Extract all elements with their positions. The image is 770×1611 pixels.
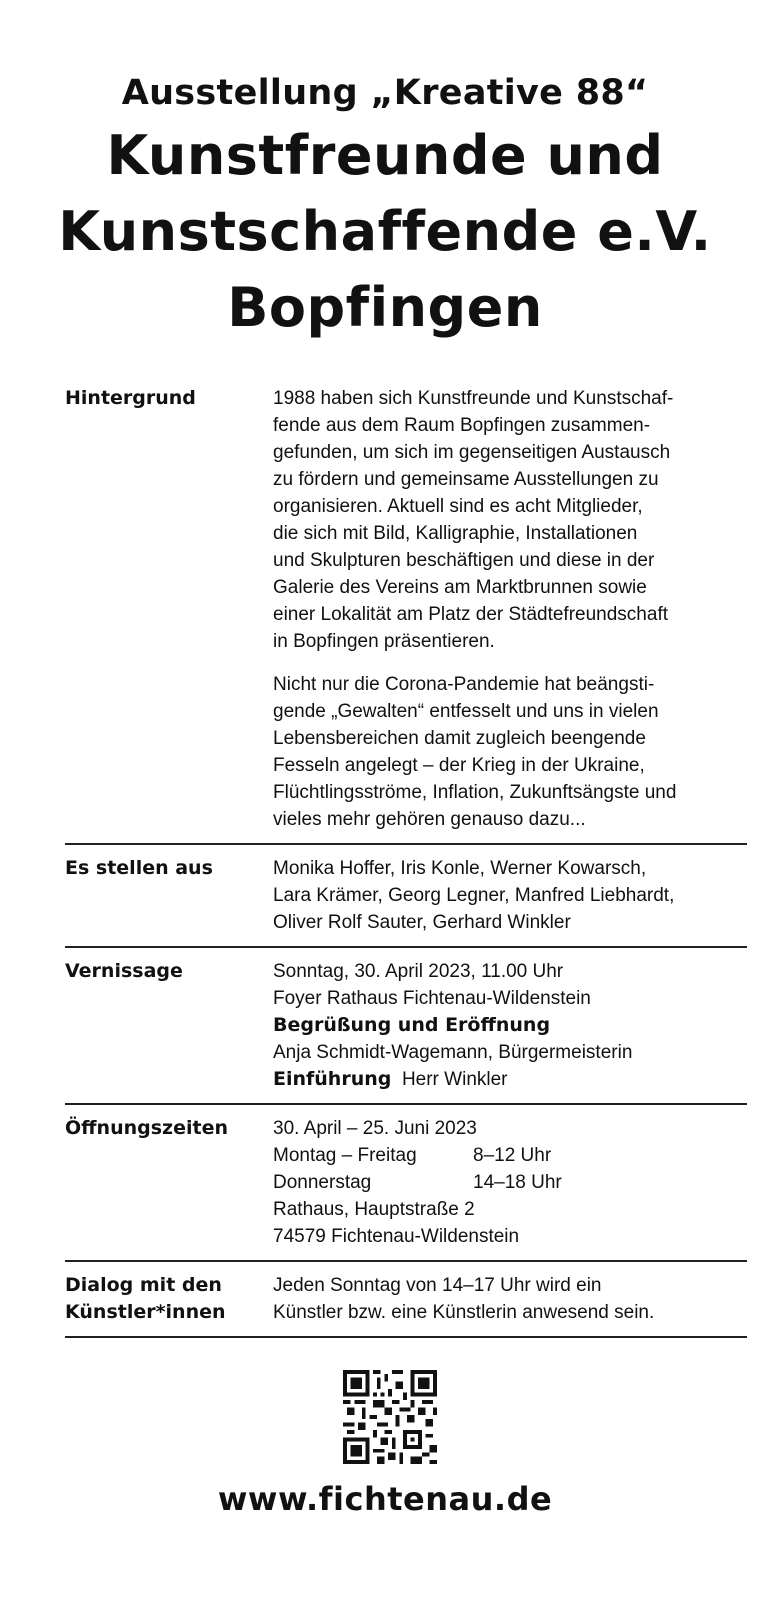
text-line: 1988 haben sich Kunstfreunde und Kunstschaf- [273, 388, 674, 409]
text-line: Lara Krämer, Georg Legner, Manfred Liebhardt, [273, 885, 675, 906]
vernissage-place: Foyer Rathaus Fichtenau-Wildenstein [273, 988, 591, 1009]
title-line-2: Kunstschaffende e.V. [58, 200, 712, 263]
intro-person: Herr Winkler [401, 1069, 508, 1090]
exhibition-subtitle: Ausstellung „Kreative 88“ [121, 73, 649, 113]
opening-period: 30. April – 25. Juni 2023 [273, 1118, 477, 1139]
hours-time: 8–12 Uhr [473, 1145, 552, 1166]
text-line: Galerie des Vereins am Marktbrunnen sowie [273, 577, 647, 598]
section-label: Öffnungszeiten [65, 1117, 228, 1139]
qr-code-icon[interactable] [343, 1370, 437, 1464]
hours-time: 14–18 Uhr [473, 1172, 562, 1193]
section-label [65, 1272, 273, 1326]
divider [65, 1103, 747, 1105]
info-table [65, 385, 747, 1348]
section-dialog [65, 1272, 747, 1326]
section-aussteller [65, 855, 747, 936]
artist-list [273, 855, 725, 936]
section-vernissage [65, 958, 747, 1093]
text-line: Jeden Sonntag von 14–17 Uhr wird ein [273, 1275, 602, 1296]
text-line: vieles mehr gehören genauso dazu... [273, 809, 586, 830]
text-line: zu fördern und gemeinsame Ausstellungen zu [273, 469, 659, 490]
greeting-person: Anja Schmidt-Wagemann, Bürgermeisterin [273, 1042, 633, 1063]
text-line: gende „Gewalten“ entfesselt und uns in vielen [273, 701, 659, 722]
section-label: Hintergrund [65, 387, 196, 409]
section-content [273, 1272, 725, 1326]
hours-days: Montag – Freitag [273, 1145, 417, 1166]
divider [65, 1260, 747, 1262]
text-line: Fesseln angelegt – der Krieg in der Ukraine, [273, 755, 645, 776]
text-line: in Bopfingen präsentieren. [273, 631, 495, 652]
section-content [273, 385, 725, 833]
text-line: organisieren. Aktuell sind es acht Mitglieder, [273, 496, 643, 517]
section-label: Es stellen aus [65, 857, 213, 879]
text-line: einer Lokalität am Platz der Städtefreundschaft [273, 604, 669, 625]
label-line: Künstler*innen [65, 1301, 226, 1323]
header [0, 68, 770, 346]
paragraph-gap [273, 655, 725, 671]
paragraph-background [273, 385, 725, 655]
text-line: fende aus dem Raum Bopfingen zusammen- [273, 415, 651, 436]
section-oeffnungszeiten [65, 1115, 747, 1250]
section-content [273, 1115, 725, 1250]
section-label: Vernissage [65, 960, 183, 982]
paragraph-context [273, 671, 725, 833]
intro-line [273, 1066, 725, 1093]
intro-heading: Einführung [273, 1068, 392, 1090]
address-street: Rathaus, Hauptstraße 2 [273, 1199, 475, 1220]
divider [65, 843, 747, 845]
divider [65, 946, 747, 948]
section-content [273, 855, 725, 936]
hours-days: Donnerstag [273, 1172, 372, 1193]
section-hintergrund [65, 385, 747, 833]
title-line-3: Bopfingen [227, 276, 543, 339]
text-line: gefunden, um sich im gegenseitigen Austausch [273, 442, 671, 463]
text-line: und Skulpturen beschäftigen und diese in der [273, 550, 655, 571]
text-line: Nicht nur die Corona-Pandemie hat beängsti- [273, 674, 655, 695]
address-city: 74579 Fichtenau-Wildenstein [273, 1226, 520, 1247]
section-content [273, 958, 725, 1093]
text-line: Lebensbereichen damit zugleich beengende [273, 728, 646, 749]
text-line: Flüchtlingsströme, Inflation, Zukunftsängste und [273, 782, 677, 803]
text-line: Künstler bzw. eine Künstlerin anwesend sein. [273, 1302, 655, 1323]
website-link[interactable]: www.fichtenau.de [217, 1480, 553, 1518]
text-line: die sich mit Bild, Kalligraphie, Installationen [273, 523, 638, 544]
divider [65, 1336, 747, 1338]
greeting-heading: Begrüßung und Eröffnung [273, 1014, 551, 1036]
hours-row [273, 1142, 725, 1169]
vernissage-date: Sonntag, 30. April 2023, 11.00 Uhr [273, 961, 564, 982]
text-line: Monika Hoffer, Iris Konle, Werner Kowarsch, [273, 858, 647, 879]
title-line-1: Kunstfreunde und [106, 124, 664, 187]
label-line: Dialog mit den [65, 1274, 222, 1296]
text-line: Oliver Rolf Sauter, Gerhard Winkler [273, 912, 571, 933]
hours-row [273, 1169, 725, 1196]
